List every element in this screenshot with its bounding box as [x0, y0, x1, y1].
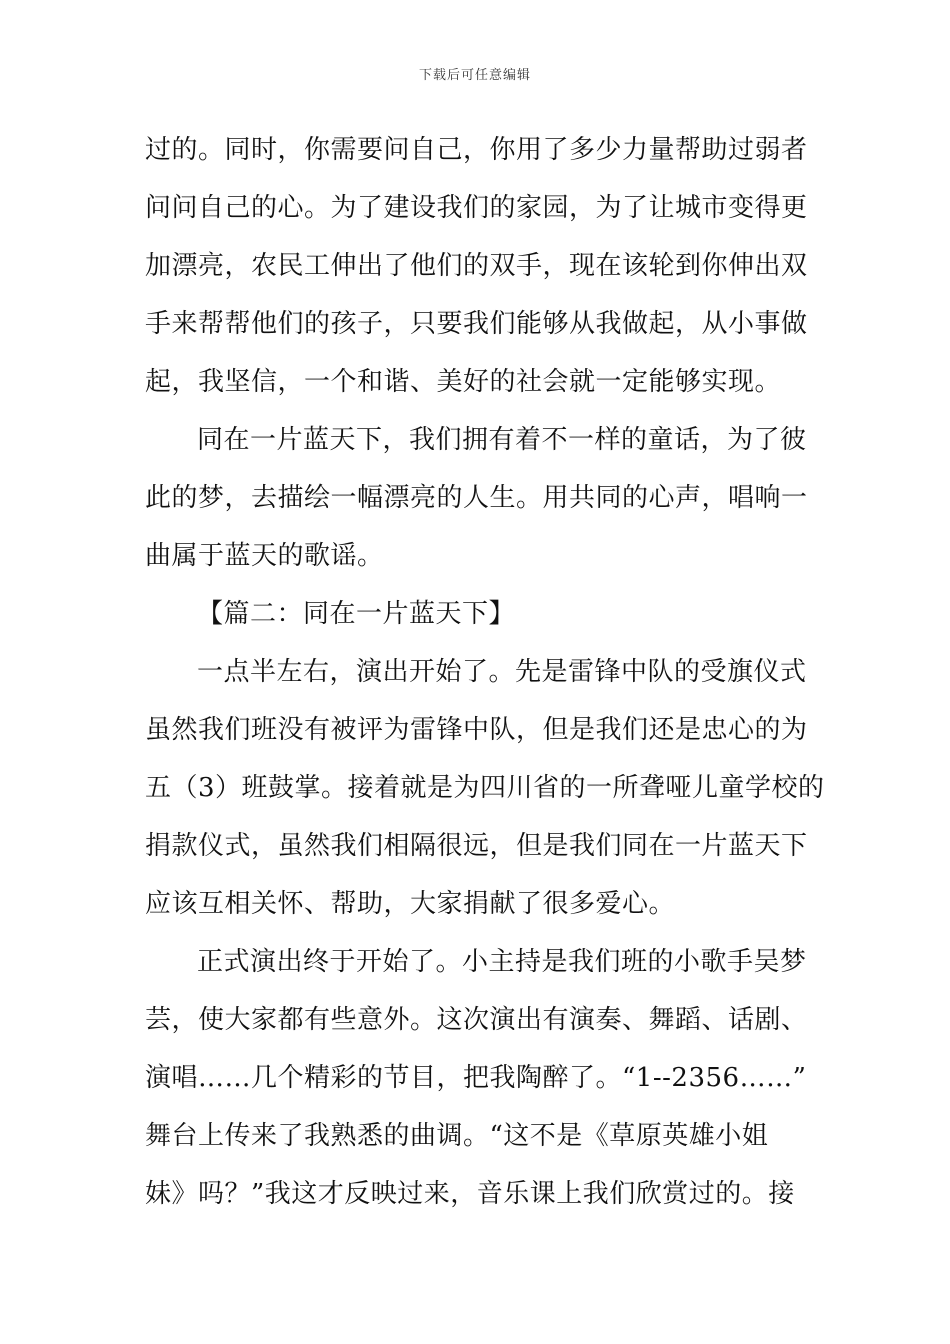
section-heading: 【篇二：同在一片蓝天下】	[197, 599, 516, 629]
text-line: 曲属于蓝天的歌谣。	[145, 541, 384, 571]
text-line: 五（3）班鼓掌。接着就是为四川省的一所聋哑儿童学校的	[145, 773, 825, 803]
text-line: 过的。同时，你需要问自己，你用了多少力量帮助过弱者	[145, 135, 808, 165]
text-line: 妹》吗？”我这才反映过来，音乐课上我们欣赏过的。接	[145, 1179, 795, 1209]
text-line: 一点半左右，演出开始了。先是雷锋中队的受旗仪式	[197, 657, 807, 687]
text-line: 正式演出终于开始了。小主持是我们班的小歌手吴梦	[197, 947, 807, 977]
text-line: 起，我坚信，一个和谐、美好的社会就一定能够实现。	[145, 367, 782, 397]
text-line: 手来帮帮他们的孩子，只要我们能够从我做起，从小事做	[145, 309, 808, 339]
text-line: 问问自己的心。为了建设我们的家园，为了让城市变得更	[145, 193, 808, 223]
text-line: 捐款仪式，虽然我们相隔很远，但是我们同在一片蓝天下	[145, 831, 808, 861]
text-line: 应该互相关怀、帮助，大家捐献了很多爱心。	[145, 889, 676, 919]
page-header: 下载后可任意编辑	[418, 68, 531, 83]
text-line: 虽然我们班没有被评为雷锋中队，但是我们还是忠心的为	[145, 715, 808, 745]
text-line: 演唱……几个精彩的节目，把我陶醉了。“1--2356……”	[145, 1063, 807, 1093]
text-line: 同在一片蓝天下，我们拥有着不一样的童话，为了彼	[197, 425, 807, 455]
text-line: 芸，使大家都有些意外。这次演出有演奏、舞蹈、话剧、	[145, 1005, 808, 1035]
text-line: 此的梦，去描绘一幅漂亮的人生。用共同的心声，唱响一	[145, 483, 808, 513]
text-line: 加漂亮，农民工伸出了他们的双手，现在该轮到你伸出双	[145, 251, 808, 281]
text-line: 舞台上传来了我熟悉的曲调。“这不是《草原英雄小姐	[145, 1121, 769, 1151]
